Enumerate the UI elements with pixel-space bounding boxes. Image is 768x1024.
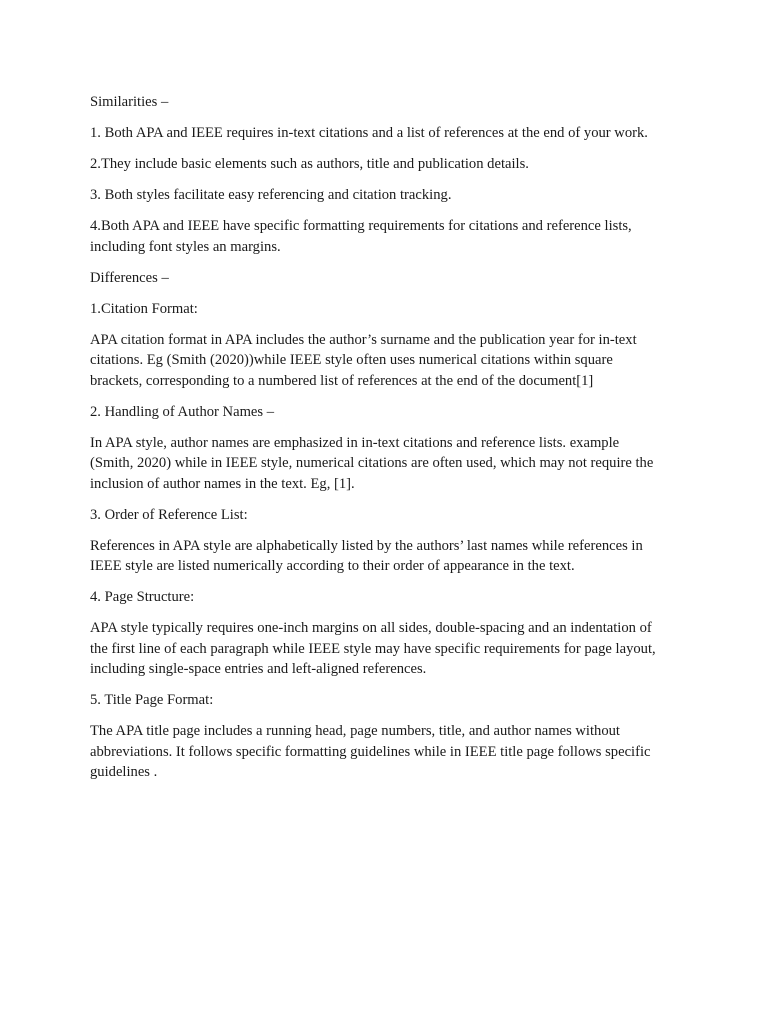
difference-2-body: [90, 433, 680, 495]
similarities-heading: Similarities –: [90, 94, 169, 110]
body-line: The APA title page includes a running head, page numbers, title, and author names without: [90, 723, 620, 739]
body-line: abbreviations. It follows specific formatting guidelines while in IEEE title page follows specific: [90, 743, 651, 760]
difference-5-heading: 5. Title Page Format:: [90, 692, 214, 708]
difference-5-body: [90, 721, 680, 783]
difference-2-heading: 2. Handling of Author Names –: [90, 403, 275, 420]
body-line: brackets, corresponding to a numbered list of references at the end of the document[1]: [90, 372, 594, 389]
difference-4-body: [90, 618, 680, 680]
body-line: APA style typically requires one-inch margins on all sides, double-spacing and an indentation of: [90, 620, 652, 636]
difference-3-heading: 3. Order of Reference List:: [90, 506, 248, 523]
body-line: guidelines .: [90, 764, 158, 780]
body-line: including single-space entries and left-aligned references.: [90, 661, 427, 677]
body-line: inclusion of author names in the text. Eg, [1].: [90, 475, 355, 492]
body-line: References in APA style are alphabetically listed by the authors’ last names while references in: [90, 537, 643, 554]
differences-heading: Differences –: [90, 269, 169, 286]
body-line: IEEE style are listed numerically according to their order of appearance in the text.: [90, 558, 575, 574]
difference-3-body: [90, 536, 680, 577]
document-body: [90, 92, 680, 793]
body-line: (Smith, 2020) while in IEEE style, numerical citations are often used, which may not require the: [90, 455, 654, 471]
difference-1-heading: 1.Citation Format:: [90, 300, 198, 317]
body-line: citations. Eg (Smith (2020))while IEEE style often uses numerical citations within square: [90, 352, 613, 368]
difference-4-heading: 4. Page Structure:: [90, 589, 195, 605]
body-line: the first line of each paragraph while IEEE style may have specific requirements for page layout,: [90, 640, 656, 657]
similarity-item-4: 4.Both APA and IEEE have specific formatting requirements for citations and reference lists, including font styles an margins.: [90, 218, 632, 255]
similarity-item-3: 3. Both styles facilitate easy referencing and citation tracking.: [90, 187, 452, 203]
body-line: In APA style, author names are emphasized in in-text citations and reference lists. example: [90, 434, 620, 451]
similarity-item-2: 2.They include basic elements such as authors, title and publication details.: [90, 156, 529, 172]
body-line: APA citation format in APA includes the author’s surname and the publication year for in-text: [90, 331, 637, 348]
similarity-item-1: 1. Both APA and IEEE requires in-text citations and a list of references at the end of your work.: [90, 125, 648, 141]
difference-1-body: [90, 330, 680, 392]
